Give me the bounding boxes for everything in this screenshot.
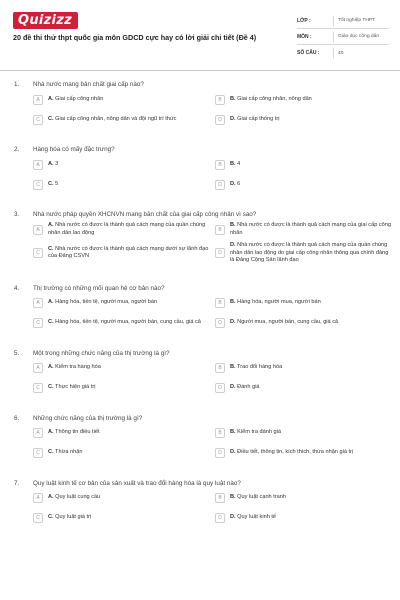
question-number: 3. (14, 211, 20, 218)
option-body: Nhà nước có được là thành quả cách mạng của giai cấp công nhân (230, 222, 391, 236)
option-letter-box: B (215, 363, 225, 373)
answer-options (33, 296, 386, 331)
option-prefix: D. (230, 384, 236, 391)
option-body: Kiểm tra hàng hóa (55, 364, 101, 371)
option-body: 5 (55, 180, 59, 187)
answer-option-a[interactable] (33, 157, 209, 172)
meta-row-grade (297, 13, 389, 29)
answer-option-a[interactable] (33, 426, 209, 441)
option-text (48, 494, 100, 502)
option-prefix: A. (48, 494, 54, 501)
meta-key: MÔN : (297, 33, 312, 40)
option-text (48, 222, 209, 237)
option-prefix: A. (48, 95, 54, 102)
question-6 (0, 410, 400, 461)
option-text (48, 319, 201, 327)
question-text: Những chức năng của thị trường là gì? (33, 414, 143, 422)
option-letter-box: D (215, 383, 225, 393)
option-letter-box: C (33, 115, 43, 125)
option-text (230, 384, 260, 392)
option-prefix: C. (48, 115, 54, 122)
answer-options (33, 157, 386, 192)
answer-options (33, 92, 386, 127)
option-letter-box: C (33, 383, 43, 393)
option-body: Thông tin điều tiết (55, 429, 100, 436)
option-text (48, 514, 91, 522)
option-text (230, 242, 391, 265)
answer-options (33, 426, 386, 461)
question-number: 1. (14, 81, 20, 88)
option-body: Giai cấp thống trị (237, 115, 280, 122)
answer-option-a[interactable] (33, 92, 209, 107)
question-head (0, 410, 400, 426)
option-text (48, 161, 58, 169)
worksheet-meta (297, 13, 389, 61)
option-prefix: B. (230, 364, 236, 371)
option-body: 6 (237, 180, 241, 187)
answer-option-a[interactable] (33, 491, 209, 506)
option-letter-box: D (215, 448, 225, 458)
answer-option-c[interactable] (33, 112, 209, 127)
question-number: 4. (14, 284, 20, 292)
option-body: Quy luật kinh tế (237, 514, 277, 521)
option-text (48, 384, 95, 392)
option-body: Hàng hóa, tiền tệ, người mua, người bán, cung cầu, giá cả (55, 319, 201, 326)
option-prefix: A. (48, 299, 54, 306)
option-letter-box: A (33, 493, 43, 503)
question-text: Thị trường có những mối quan hệ cơ bản nào? (33, 284, 165, 292)
option-prefix: D. (230, 449, 236, 456)
option-letter-box: D (215, 248, 225, 258)
answer-option-c[interactable] (33, 511, 209, 526)
option-letter-box: D (215, 115, 225, 125)
option-letter-box: D (215, 318, 225, 328)
option-text (230, 181, 240, 189)
option-letter-box: A (33, 428, 43, 438)
answer-options (33, 222, 391, 265)
question-head (0, 76, 400, 92)
question-head (0, 141, 400, 157)
option-prefix: A. (48, 160, 54, 167)
option-body: Nhà nước có được là thành quả cách mạng của quần chúng nhân dân lao động do giai cấp công nhân thông qua chính đảng là Đảng Cộng Sản lãnh đạo (230, 242, 389, 264)
option-prefix: C. (48, 514, 54, 521)
option-text (230, 96, 312, 104)
answer-option-a[interactable] (33, 222, 209, 237)
answer-option-d[interactable] (215, 511, 391, 526)
option-prefix: B. (230, 160, 236, 167)
option-body: 4 (237, 160, 241, 167)
option-letter-box: A (33, 225, 43, 235)
quizizz-logo: Quizizz (13, 12, 78, 29)
answer-option-b[interactable] (215, 296, 391, 311)
answer-option-a[interactable] (33, 361, 209, 376)
option-text (230, 514, 276, 522)
option-body: Giai cấp công nhân (55, 95, 104, 102)
answer-option-d[interactable] (215, 381, 391, 396)
answer-option-b[interactable] (215, 92, 391, 107)
option-letter-box: B (215, 493, 225, 503)
answer-option-b[interactable] (215, 426, 391, 441)
option-letter-box: B (215, 298, 225, 308)
option-body: 3 (55, 160, 59, 167)
option-body: Quy luật giá trị (55, 514, 92, 521)
option-text (230, 449, 353, 457)
answer-option-b[interactable] (215, 157, 391, 172)
question-number: 2. (14, 146, 20, 153)
option-prefix: C. (48, 180, 54, 187)
option-prefix: D. (230, 180, 236, 187)
option-body: Nhà nước có được là thành quả cách mạng dưới sự lãnh đạo của Đảng CSVN (48, 245, 209, 260)
option-text (48, 96, 103, 104)
question-head (0, 280, 400, 296)
question-text: Một trong những chức năng của thị trường là gì? (33, 349, 170, 357)
option-body: Giai cấp công nhân, nông dân (237, 95, 312, 102)
option-body: Kiểm tra đánh giá (237, 429, 281, 436)
option-body: Hàng hóa, tiền tệ, người mua, người bán (55, 299, 158, 306)
question-list (0, 76, 400, 526)
option-body: Nhà nước có được là thành quả cách mạng của quần chúng nhân dân lao động (48, 222, 206, 236)
option-text (48, 449, 82, 457)
question-head (0, 475, 400, 491)
option-letter-box: B (215, 160, 225, 170)
option-prefix: C. (48, 449, 54, 456)
option-text (230, 494, 286, 502)
option-text (48, 429, 100, 437)
option-prefix: B. (230, 299, 236, 306)
question-1 (0, 76, 400, 127)
option-prefix: D. (230, 319, 236, 326)
option-text (48, 116, 176, 124)
answer-option-c[interactable] (33, 446, 209, 461)
question-2 (0, 141, 400, 192)
question-head (0, 345, 400, 361)
answer-options (33, 491, 386, 526)
option-body: Giai cấp công nhân, nông dân và đội ngũ trí thức (55, 115, 177, 122)
question-text: Hàng hóa có mấy đặc trưng? (33, 146, 115, 153)
option-body: Quy luật cạnh tranh (237, 494, 286, 501)
option-prefix: C. (48, 319, 54, 326)
option-prefix: A. (48, 429, 54, 436)
option-body: Điều tiết, thông tin, kích thích, thừa nhận giá trị (237, 449, 354, 456)
option-letter-box: C (33, 248, 43, 258)
option-letter-box: A (33, 160, 43, 170)
question-text: Nhà nước mang bản chất giai cấp nào? (33, 81, 144, 88)
option-prefix: C. (48, 245, 54, 252)
meta-row-subject (297, 29, 389, 45)
answer-option-c[interactable] (33, 316, 209, 331)
option-body: Thừa nhận (55, 449, 83, 456)
option-letter-box: C (33, 180, 43, 190)
option-prefix: A. (48, 222, 54, 228)
option-text (230, 161, 240, 169)
option-body: Trao đổi hàng hóa (237, 364, 283, 371)
option-letter-box: A (33, 363, 43, 373)
option-prefix: D. (230, 242, 236, 249)
answer-option-b[interactable] (215, 361, 391, 376)
option-text (230, 222, 391, 237)
question-number: 7. (14, 479, 20, 487)
answer-option-b[interactable] (215, 222, 391, 237)
option-letter-box: C (33, 513, 43, 523)
option-text (48, 364, 101, 372)
option-text (48, 299, 157, 307)
question-5 (0, 345, 400, 396)
meta-value: Tốt nghiệp THPT (333, 16, 375, 26)
answer-option-d[interactable] (215, 112, 391, 127)
question-text: Quy luật kinh tế cơ bản của sản xuất và trao đổi hàng hóa là quy luật nào? (33, 479, 241, 487)
option-letter-box: B (215, 225, 225, 235)
option-text (48, 246, 209, 261)
option-prefix: B. (230, 95, 236, 102)
option-body: Hàng hóa, người mua, người bán (237, 299, 321, 306)
answer-option-c[interactable] (33, 177, 209, 192)
option-body: Đánh giá (237, 384, 260, 391)
option-prefix: B. (230, 494, 236, 501)
option-text (230, 299, 321, 307)
option-letter-box: B (215, 428, 225, 438)
answer-option-b[interactable] (215, 491, 391, 506)
option-text (230, 364, 282, 372)
meta-key: LỚP : (297, 17, 311, 24)
worksheet-header (0, 0, 400, 68)
meta-key: SỐ CÂU : (297, 50, 320, 56)
option-prefix: B. (230, 222, 236, 228)
answer-option-c[interactable] (33, 381, 209, 396)
answer-option-d[interactable] (215, 242, 391, 265)
option-body: Thực hiện giá trị (55, 384, 96, 391)
option-prefix: D. (230, 514, 236, 521)
question-3 (0, 206, 400, 265)
option-body: Quy luật cung cầu (55, 494, 101, 501)
option-prefix: B. (230, 429, 236, 436)
question-number: 5. (14, 349, 20, 357)
header-divider (0, 70, 400, 71)
question-7 (0, 475, 400, 526)
meta-value: 40 (333, 48, 343, 58)
option-body: Người mua, người bán, cung cầu, giá cả (237, 319, 339, 326)
answer-option-d[interactable] (215, 316, 391, 331)
question-head (0, 206, 400, 222)
option-letter-box: C (33, 318, 43, 328)
option-text (230, 116, 279, 124)
option-letter-box: C (33, 448, 43, 458)
question-4 (0, 280, 400, 331)
option-prefix: A. (48, 364, 54, 371)
answer-option-d[interactable] (215, 177, 391, 192)
option-text (230, 319, 338, 327)
option-text (230, 429, 281, 437)
option-letter-box: D (215, 180, 225, 190)
option-prefix: C. (48, 384, 54, 391)
option-prefix: D. (230, 115, 236, 122)
answer-options (33, 361, 386, 396)
option-letter-box: A (33, 298, 43, 308)
option-letter-box: A (33, 95, 43, 105)
option-letter-box: D (215, 513, 225, 523)
worksheet-title: 20 đề thi thử thpt quốc gia môn GDCD cực hay có lời giải chi tiết (Đề 4) (13, 33, 257, 42)
meta-value: Giáo dục công dân (333, 32, 379, 42)
option-text (48, 181, 58, 189)
question-text: Nhà nước pháp quyền XHCNVN mang bản chất của giai cấp công nhân vì sao? (33, 211, 257, 218)
option-letter-box: B (215, 95, 225, 105)
answer-option-d[interactable] (215, 446, 391, 461)
question-number: 6. (14, 414, 20, 422)
answer-option-c[interactable] (33, 242, 209, 265)
meta-row-question-count (297, 45, 389, 61)
answer-option-a[interactable] (33, 296, 209, 311)
